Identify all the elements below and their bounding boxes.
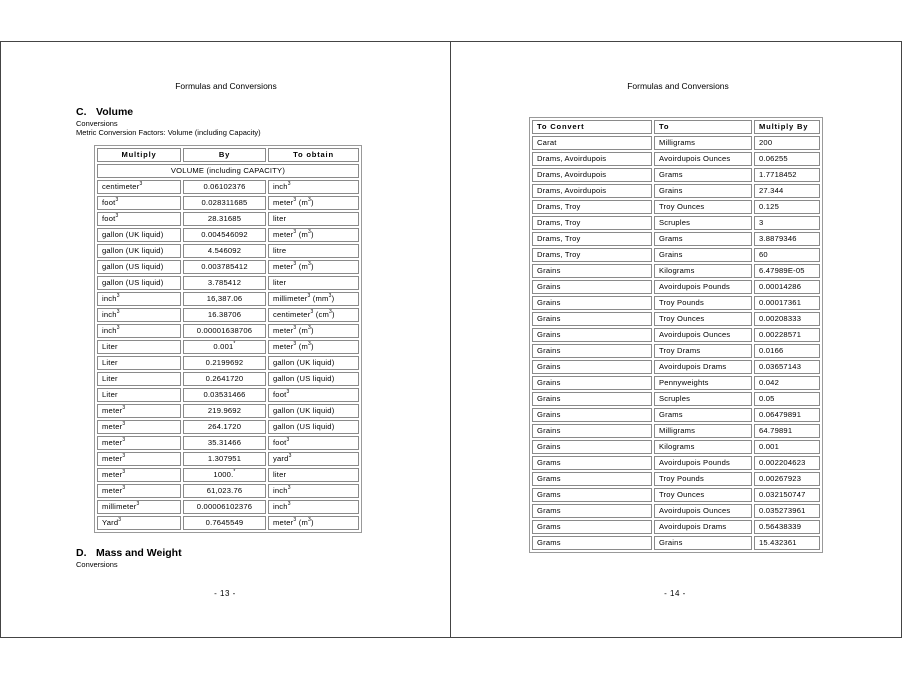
table-row [532, 280, 820, 294]
to-convert-cell: Grains [532, 392, 652, 406]
multiply-by-cell: 0.002204623 [754, 456, 820, 470]
table-row [97, 260, 359, 274]
by-cell: 16,387.06 [183, 292, 266, 306]
to-convert-cell: Drams, Troy [532, 248, 652, 262]
obtain-cell: foot$^3$ [268, 436, 359, 450]
left-page-header: Formulas and Conversions [175, 81, 277, 91]
by-cell: 16.38706 [183, 308, 266, 322]
multiply-cell: gallon (UK liquid) [97, 228, 181, 242]
to-cell: Milligrams [654, 424, 752, 438]
obtain-cell: liter [268, 468, 359, 482]
multiply-cell: foot$^3$ [97, 212, 181, 226]
to-cell: Grains [654, 248, 752, 262]
to-convert-cell: Grains [532, 360, 652, 374]
multiply-cell: Liter [97, 388, 181, 402]
multiply-by-cell: 0.125 [754, 200, 820, 214]
multiply-by-cell: 200 [754, 136, 820, 150]
col-header-to-obtain: To obtain [268, 148, 359, 162]
by-cell: 0.03531466 [183, 388, 266, 402]
multiply-cell: inch$^3$ [97, 308, 181, 322]
table-row [532, 488, 820, 502]
table-row [97, 228, 359, 242]
by-cell: 0.2199692 [183, 356, 266, 370]
to-convert-cell: Grains [532, 280, 652, 294]
to-convert-cell: Drams, Troy [532, 216, 652, 230]
table-row [532, 200, 820, 214]
to-cell: Scruples [654, 216, 752, 230]
multiply-by-cell: 0.00267923 [754, 472, 820, 486]
to-convert-cell: Grams [532, 472, 652, 486]
to-convert-cell: Grains [532, 440, 652, 454]
to-convert-cell: Grains [532, 296, 652, 310]
multiply-by-cell: 1.7718452 [754, 168, 820, 182]
section-d-letter: D. [76, 547, 87, 559]
by-cell: 1000.* [183, 468, 266, 482]
by-cell: 35.31466 [183, 436, 266, 450]
table-row [532, 504, 820, 518]
table-row [532, 152, 820, 166]
conversions-label: Conversions [76, 119, 118, 128]
multiply-by-cell: 0.00208333 [754, 312, 820, 326]
by-cell: 61,023.76 [183, 484, 266, 498]
by-cell: 28.31685 [183, 212, 266, 226]
multiply-by-cell: 15.432361 [754, 536, 820, 550]
col-header-multiply-by: Multiply By [754, 120, 820, 134]
table-row [97, 452, 359, 466]
to-cell: Scruples [654, 392, 752, 406]
to-cell: Avoirdupois Ounces [654, 152, 752, 166]
table-row [97, 436, 359, 450]
mass-table-header-row [532, 120, 820, 134]
to-convert-cell: Carat [532, 136, 652, 150]
by-cell: 0.7645549 [183, 516, 266, 530]
multiply-cell: meter$^3$ [97, 420, 181, 434]
table-row [97, 324, 359, 338]
obtain-cell: litre [268, 244, 359, 258]
table-row [532, 344, 820, 358]
table-row [532, 184, 820, 198]
to-convert-cell: Grains [532, 312, 652, 326]
col-header-multiply: Multiply [97, 148, 181, 162]
by-cell: 3.785412 [183, 276, 266, 290]
to-cell: Avoirdupois Drams [654, 520, 752, 534]
volume-table [94, 145, 362, 533]
to-convert-cell: Grains [532, 424, 652, 438]
table-row [532, 520, 820, 534]
multiply-by-cell: 3.8879346 [754, 232, 820, 246]
col-header-to-convert: To Convert [532, 120, 652, 134]
multiply-cell: Liter [97, 356, 181, 370]
to-cell: Avoirdupois Pounds [654, 280, 752, 294]
page-divider [450, 41, 451, 638]
table-row [97, 292, 359, 306]
multiply-cell: meter$^3$ [97, 404, 181, 418]
table-row [97, 484, 359, 498]
to-cell: Grams [654, 232, 752, 246]
multiply-by-cell: 0.56438339 [754, 520, 820, 534]
multiply-cell: inch$^3$ [97, 292, 181, 306]
multiply-cell: meter$^3$ [97, 452, 181, 466]
multiply-cell: meter$^3$ [97, 468, 181, 482]
by-cell: 0.06102376 [183, 180, 266, 194]
to-cell: Troy Pounds [654, 472, 752, 486]
col-header-to: To [654, 120, 752, 134]
table-row [97, 308, 359, 322]
to-convert-cell: Drams, Avoirdupois [532, 152, 652, 166]
table-row [532, 536, 820, 550]
multiply-cell: gallon (US liquid) [97, 260, 181, 274]
multiply-cell: inch$^3$ [97, 324, 181, 338]
to-cell: Avoirdupois Drams [654, 360, 752, 374]
table-row [97, 388, 359, 402]
section-c-heading: Volume [96, 106, 134, 118]
to-cell: Troy Pounds [654, 296, 752, 310]
table-row [532, 456, 820, 470]
by-cell: 0.028311685 [183, 196, 266, 210]
table-row [97, 244, 359, 258]
mass-table [529, 117, 823, 553]
multiply-by-cell: 0.035273961 [754, 504, 820, 518]
table-row [97, 468, 359, 482]
multiply-by-cell: 0.042 [754, 376, 820, 390]
section-d-title [76, 547, 182, 559]
obtain-cell: gallon (UK liquid) [268, 356, 359, 370]
right-page-number: - 14 - [664, 589, 686, 598]
multiply-cell: Yard$^3$ [97, 516, 181, 530]
right-page-header: Formulas and Conversions [627, 81, 729, 91]
table-row [532, 440, 820, 454]
multiply-by-cell: 0.0166 [754, 344, 820, 358]
multiply-cell: Liter [97, 340, 181, 354]
table-row [97, 516, 359, 530]
multiply-cell: foot$^3$ [97, 196, 181, 210]
table-row [532, 472, 820, 486]
table-row [97, 404, 359, 418]
to-cell: Pennyweights [654, 376, 752, 390]
section-c-title [76, 106, 133, 118]
obtain-cell: millimeter$^3$ $(mm^3)$ [268, 292, 359, 306]
to-convert-cell: Grams [532, 520, 652, 534]
to-cell: Troy Ounces [654, 488, 752, 502]
obtain-cell: liter [268, 212, 359, 226]
by-cell: 0.003785412 [183, 260, 266, 274]
multiply-by-cell: 27.344 [754, 184, 820, 198]
table-row [532, 408, 820, 422]
multiply-by-cell: 0.06479891 [754, 408, 820, 422]
to-cell: Milligrams [654, 136, 752, 150]
multiply-by-cell: 6.47989E-05 [754, 264, 820, 278]
obtain-cell: inch$^3$ [268, 500, 359, 514]
multiply-by-cell: 0.00017361 [754, 296, 820, 310]
multiply-cell: gallon (US liquid) [97, 276, 181, 290]
table-row [532, 136, 820, 150]
multiply-by-cell: 60 [754, 248, 820, 262]
obtain-cell: meter$^3$ $(m^3)$ [268, 196, 359, 210]
volume-group-label: VOLUME (including CAPACITY) [97, 164, 359, 178]
obtain-cell: gallon (US liquid) [268, 420, 359, 434]
volume-table-body [97, 164, 359, 530]
page-border-bottom [0, 637, 902, 638]
to-convert-cell: Grains [532, 376, 652, 390]
to-convert-cell: Grains [532, 344, 652, 358]
to-cell: Kilograms [654, 264, 752, 278]
table-row [532, 248, 820, 262]
to-cell: Troy Drams [654, 344, 752, 358]
multiply-by-cell: 0.032150747 [754, 488, 820, 502]
to-convert-cell: Drams, Troy [532, 200, 652, 214]
table-row [97, 500, 359, 514]
to-convert-cell: Grains [532, 328, 652, 342]
multiply-cell: millimeter$^3$ [97, 500, 181, 514]
to-convert-cell: Grains [532, 264, 652, 278]
to-convert-cell: Drams, Avoirdupois [532, 168, 652, 182]
conversions-label-2: Conversions [76, 560, 118, 569]
table-row [532, 264, 820, 278]
volume-table-header-row [97, 148, 359, 162]
table-row [97, 196, 359, 210]
table-row [532, 424, 820, 438]
table-row [532, 296, 820, 310]
to-cell: Grams [654, 408, 752, 422]
multiply-by-cell: 0.05 [754, 392, 820, 406]
section-d-heading: Mass and Weight [96, 547, 182, 559]
by-cell: 0.00006102376 [183, 500, 266, 514]
obtain-cell: meter$^3$ $(m^3)$ [268, 260, 359, 274]
to-cell: Grams [654, 168, 752, 182]
multiply-cell: gallon (UK liquid) [97, 244, 181, 258]
by-cell: 264.1720 [183, 420, 266, 434]
to-cell: Avoirdupois Ounces [654, 328, 752, 342]
to-cell: Avoirdupois Ounces [654, 504, 752, 518]
multiply-by-cell: 3 [754, 216, 820, 230]
obtain-cell: foot$^3$ [268, 388, 359, 402]
to-cell: Kilograms [654, 440, 752, 454]
mass-table-body [532, 136, 820, 550]
by-cell: 0.004546092 [183, 228, 266, 242]
table-row [532, 168, 820, 182]
page-border-left [0, 41, 1, 638]
table-row [97, 372, 359, 386]
left-page-number: - 13 - [214, 589, 236, 598]
multiply-by-cell: 0.001 [754, 440, 820, 454]
multiply-by-cell: 64.79891 [754, 424, 820, 438]
obtain-cell: gallon (US liquid) [268, 372, 359, 386]
to-convert-cell: Drams, Troy [532, 232, 652, 246]
table-row [97, 180, 359, 194]
multiply-cell: centimeter$^3$ [97, 180, 181, 194]
obtain-cell: meter$^3$ $(m^3)$ [268, 516, 359, 530]
section-c-letter: C. [76, 106, 87, 118]
table-row [97, 356, 359, 370]
obtain-cell: gallon (UK liquid) [268, 404, 359, 418]
by-cell: 1.307951 [183, 452, 266, 466]
volume-group-row [97, 164, 359, 178]
obtain-cell: liter [268, 276, 359, 290]
to-cell: Troy Ounces [654, 200, 752, 214]
table-row [97, 276, 359, 290]
to-convert-cell: Drams, Avoirdupois [532, 184, 652, 198]
obtain-cell: inch$^3$ [268, 180, 359, 194]
volume-subtitle: Metric Conversion Factors: Volume (including Capacity) [76, 128, 261, 137]
obtain-cell: centimeter$^3$ $(cm^3)$ [268, 308, 359, 322]
multiply-by-cell: 0.00014286 [754, 280, 820, 294]
multiply-cell: meter$^3$ [97, 436, 181, 450]
table-row [532, 328, 820, 342]
multiply-by-cell: 0.00228571 [754, 328, 820, 342]
obtain-cell: meter$^3$ $(m^3)$ [268, 324, 359, 338]
by-cell: 0.2641720 [183, 372, 266, 386]
page-border-top [0, 41, 902, 42]
table-row [532, 216, 820, 230]
multiply-cell: meter$^3$ [97, 484, 181, 498]
obtain-cell: meter$^3$ $(m^3)$ [268, 228, 359, 242]
by-cell: 219.9692 [183, 404, 266, 418]
by-cell: 0.001* [183, 340, 266, 354]
table-row [97, 420, 359, 434]
obtain-cell: yard$^3$ [268, 452, 359, 466]
by-cell: 4.546092 [183, 244, 266, 258]
multiply-by-cell: 0.06255 [754, 152, 820, 166]
to-cell: Grains [654, 184, 752, 198]
to-convert-cell: Grains [532, 408, 652, 422]
to-convert-cell: Grams [532, 504, 652, 518]
table-row [532, 232, 820, 246]
multiply-by-cell: 0.03657143 [754, 360, 820, 374]
table-row [532, 312, 820, 326]
to-convert-cell: Grams [532, 488, 652, 502]
table-row [532, 392, 820, 406]
to-convert-cell: Grams [532, 456, 652, 470]
to-convert-cell: Grams [532, 536, 652, 550]
multiply-cell: Liter [97, 372, 181, 386]
obtain-cell: meter$^3$ $(m^3)$ [268, 340, 359, 354]
table-row [532, 376, 820, 390]
table-row [97, 340, 359, 354]
to-cell: Avoirdupois Pounds [654, 456, 752, 470]
obtain-cell: inch$^3$ [268, 484, 359, 498]
col-header-by: By [183, 148, 266, 162]
to-cell: Grains [654, 536, 752, 550]
table-row [532, 360, 820, 374]
to-cell: Troy Ounces [654, 312, 752, 326]
table-row [97, 212, 359, 226]
by-cell: 0.00001638706 [183, 324, 266, 338]
